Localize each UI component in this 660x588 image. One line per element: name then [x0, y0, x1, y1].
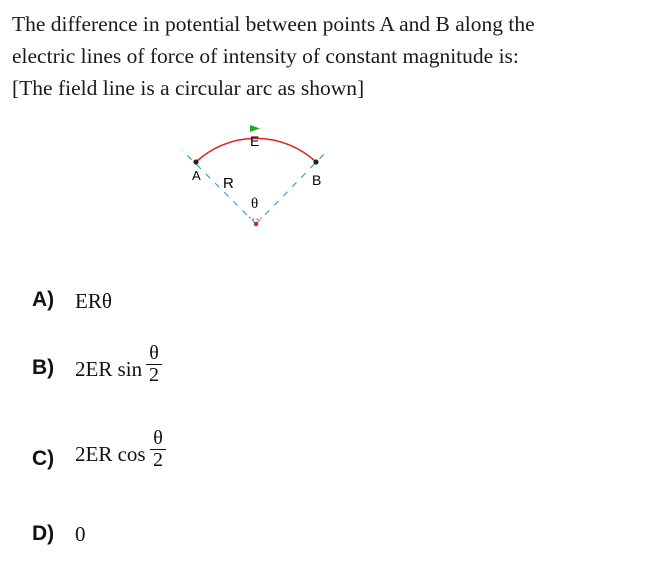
option-b-numerator: θ — [149, 342, 159, 364]
option-c-text: 2ER cos — [75, 442, 146, 466]
question-line: electric lines of force of intensity of constant magnitude is: — [12, 44, 519, 68]
option-a-label: A) — [32, 288, 55, 311]
option-d-text: 0 — [75, 522, 86, 546]
option-b-label: B) — [32, 356, 55, 379]
question-text — [12, 8, 652, 104]
point-a — [193, 159, 198, 164]
point-b-label: B — [312, 172, 322, 188]
option-b-denominator: 2 — [149, 364, 159, 386]
radius-label: R — [223, 175, 234, 192]
option-c-fraction — [151, 427, 165, 472]
field-label: E — [250, 133, 260, 149]
option-c-denominator: 2 — [153, 449, 163, 471]
point-b — [313, 159, 318, 164]
option-a-text: ERθ — [75, 289, 112, 313]
option-b-text: 2ER sin — [75, 357, 143, 381]
option-d-label: D) — [32, 522, 55, 545]
radius-line-a — [182, 150, 259, 224]
point-a-label: A — [192, 168, 201, 183]
angle-arc — [249, 217, 263, 220]
question-line: [The field line is a circular arc as shown] — [12, 76, 365, 100]
option-c-label: C) — [32, 447, 55, 470]
option-c-numerator: θ — [153, 427, 163, 449]
option-b-fraction — [147, 342, 161, 387]
field-direction-arrow — [250, 125, 260, 132]
center-point — [254, 222, 258, 226]
circular-field-line-diagram — [170, 118, 350, 233]
angle-label: θ — [251, 196, 259, 212]
question-line: The difference in potential between points A and B along the — [12, 12, 535, 36]
